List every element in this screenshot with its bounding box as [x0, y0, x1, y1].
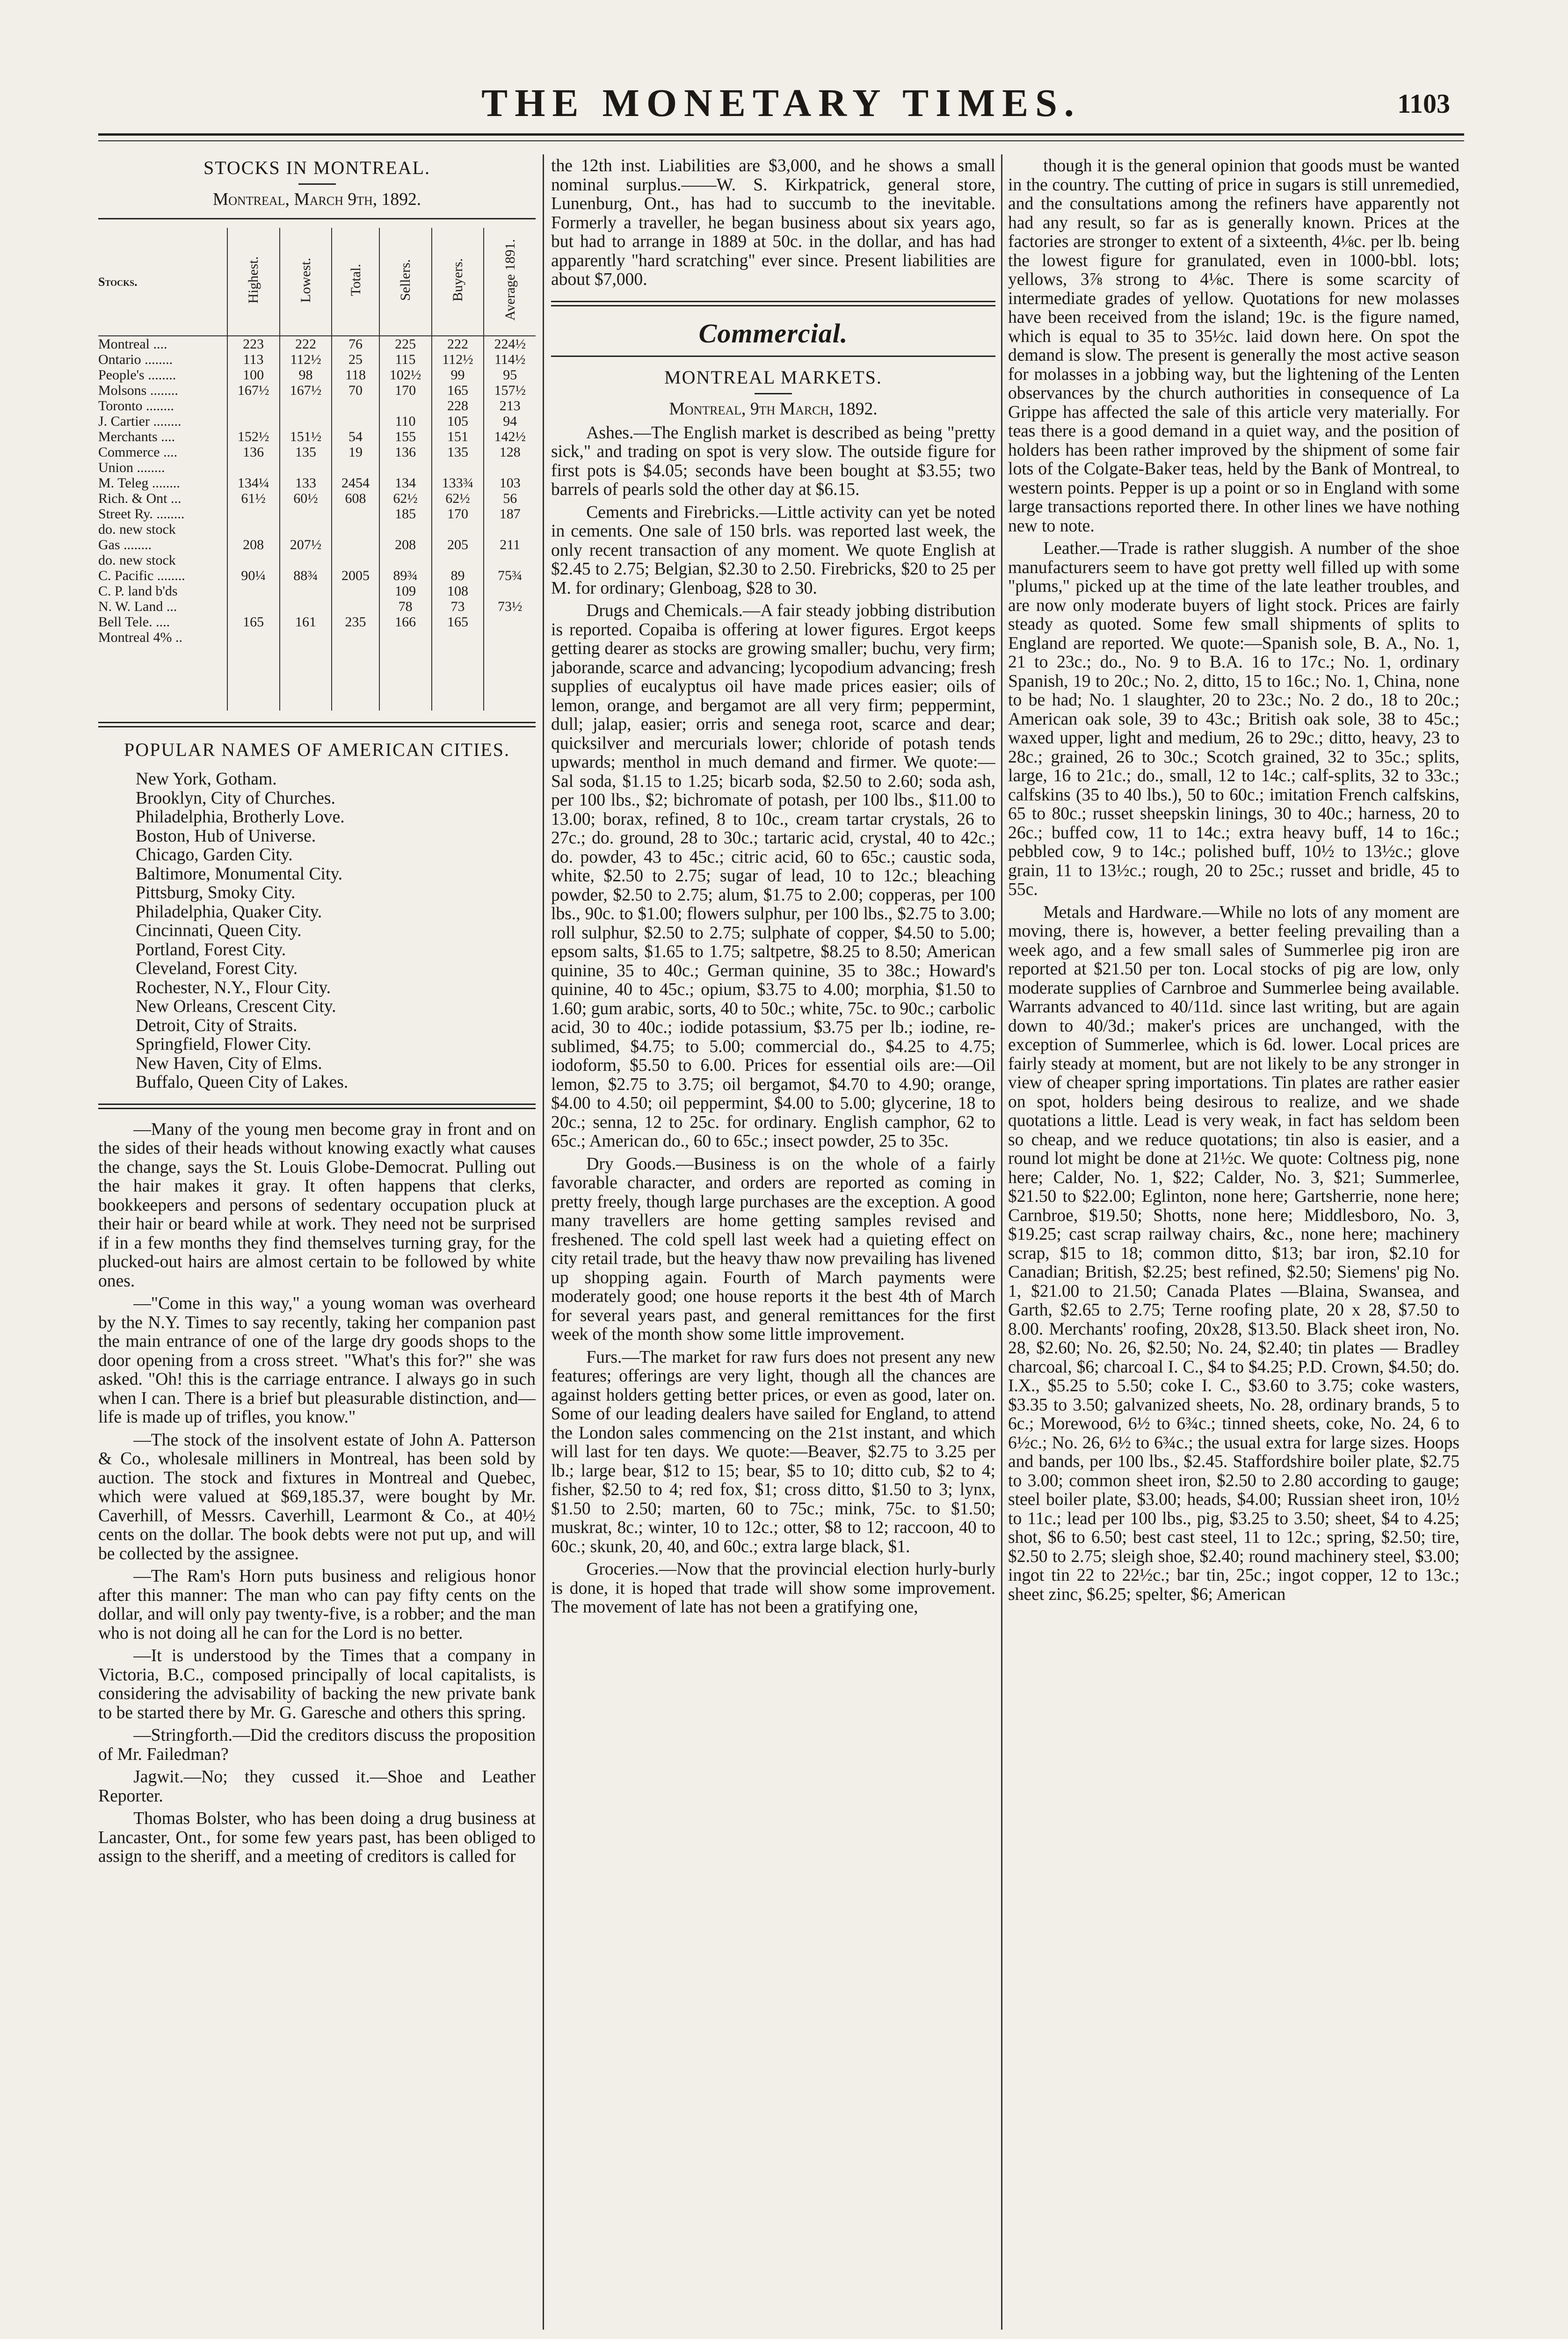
table-cell [379, 552, 432, 568]
table-cell: 135 [432, 444, 484, 460]
table-cell [484, 522, 536, 537]
table-cell: 90¼ [227, 568, 280, 583]
table-cell [227, 630, 280, 645]
table-cell: 105 [432, 414, 484, 429]
table-cell: 75¾ [484, 568, 536, 583]
table-cell: 98 [280, 367, 332, 383]
table-cell: 70 [332, 383, 379, 398]
table-cell: 2454 [332, 475, 379, 491]
table-cell: 89 [432, 568, 484, 583]
paragraph: Cements and Firebricks.—Little activity can yet be noted in cements. One sale of 150 brls. was reported last week, the only recent transaction of any moment. We quote English at $2.45 to 2.75; Belgian, $2.30 to 2.50. Firebricks, $20 to 25 per M. for ordinary; Glenboag, $28 to 30. [551, 502, 995, 598]
table-cell: Montreal 4% .. [98, 630, 182, 645]
table-cell: Gas ........ [98, 537, 152, 552]
paragraph: Drugs and Chemicals.—A fair steady jobbing distribution is reported. Copaiba is offering at lower figures. Ergot keeps getting dearer as stocks are growing smaller; buchu, very firm; jaborande, scarce and advancing; lycopodium advancing; fresh supplies of eucalyptus oil have made prices easier; oils of lemon, orange, and bergamot are all very firm; peppermint, dull; jalap, easier; orris and senega root, scarce and dear; quicksilver and mercurials lower; chloride of potash tends upwards; menthol in much demand and firmer. We quote:—Sal soda, $1.15 to 1.25; bicarb soda, $2.50 to 2.60; soda ash, per 100 lbs., $2; bichromate of potash, per 100 lbs., $11.00 to 13.00; borax, refined, 8 to 10c., cream tartar crystals, 26 to 27c.; do. ground, 28 to 30c.; tartaric acid, crystal, 40 to 42c.; do. powder, 43 to 45c.; citric acid, 60 to 65c.; caustic soda, white, $2.50 to 2.75; sugar of lead, 10 to 12c.; bleaching powder, $2.50 to 2.75; alum, $1.75 to 2.00; copperas, per 100 lbs., 90c. to $1.00; flowers sulphur, per 100 lbs., $2.75 to 3.00; roll sulphur, $2.50 to 2.75; sulphate of copper, $4.50 to 5.00; epsom salts, $1.65 to 1.75; saltpetre, $8.25 to 8.50; American quinine, 35 to 40c.; German quinine, 35 to 38c.; Howard's quinine, 40 to 45c.; opium, $3.75 to 4.00; morphia, $1.50 to 1.60; gum arabic, sorts, 40 to 50c.; white, 75c. to 90c.; carbolic acid, 30 to 40c.; iodide potassium, $3.75 per lb.; iodine, re-sublimed, $4.75; to 5.00; commercial do., $4.25 to 4.75; iodoform, $5.50 to 6.00. Prices for essential oils are:—Oil lemon, $2.75 to 3.75; oil bergamot, $4.70 to 4.90; orange, $4.00 to 4.50; oil peppermint, $4.00 to 5.00; glycerine, 18 to 20c.; senna, 12 to 25c. for ordinary. English camphor, 62 to 65c.; American do., 60 to 65c.; insect powder, 25 to 35c. [551, 601, 995, 1151]
table-cell: 95 [484, 367, 536, 383]
table-header-cell [227, 228, 280, 336]
table-row [98, 568, 536, 583]
table-cell [332, 506, 379, 522]
table-cell: 109 [379, 583, 432, 599]
short-rule [298, 183, 336, 185]
continued-paragraph: the 12th inst. Liabilities are $3,000, and he shows a small nominal surplus.——W. S. Kirkpatrick, general store, Lunenburg, Ont., has had to succumb to the inevitable. Formerly a traveller, he began business about six years ago, but had to arrange in 1889 at 50c. in the dollar, and has had apparently "hard scratching" ever since. Present liabilities are about $7,000. [551, 157, 995, 289]
table-cell: Merchants .... [98, 429, 175, 444]
commercial-heading: Commercial. [698, 318, 848, 349]
table-cell: 89¾ [379, 568, 432, 583]
table-cell [484, 614, 536, 630]
table-cell [332, 630, 379, 645]
rule [98, 218, 536, 219]
table-row [98, 352, 536, 367]
table-cell: 167½ [280, 383, 332, 398]
table-cell [332, 522, 379, 537]
table-cell: 112½ [432, 352, 484, 367]
table-cell: 608 [332, 491, 379, 506]
table-header-cell [332, 228, 379, 336]
table-cell [227, 552, 280, 568]
table-cell: 170 [432, 506, 484, 522]
column-2 [551, 157, 995, 2327]
table-cell: 108 [432, 583, 484, 599]
table-row [98, 537, 536, 552]
paragraph: Groceries.—Now that the provincial election hurly-burly is done, it is hoped that trade will show some improvement. The movement of late has not been a gratifying one, [551, 1560, 995, 1617]
table-cell-blank [227, 645, 280, 711]
table-cell: 134 [379, 475, 432, 491]
markets-title: MONTREAL MARKETS. [664, 366, 882, 388]
table-cell [227, 583, 280, 599]
list-item: Pittsburg, Smoky City. [136, 883, 296, 902]
table-cell-blank [98, 645, 227, 711]
table-row-blank [98, 645, 536, 711]
table-cell: Ontario ........ [98, 352, 173, 367]
list-item: Brooklyn, City of Churches. [136, 788, 335, 808]
table-cell [280, 414, 332, 429]
table-cell: 103 [484, 475, 536, 491]
list-item: Philadelphia, Brotherly Love. [136, 807, 345, 827]
paragraph: —Many of the young men become gray in front and on the sides of their heads without knowing exactly what causes the change, says the St. Louis Globe-Democrat. Pulling out the hair makes it gray. It often happens that clerks, bookkeepers and persons of sedentary occupation pluck at their hair or beard while at work. They need not be surprised if in a few months they find themselves turning gray, for the plucked-out hairs are almost certain to be followed by white ones. [98, 1119, 536, 1291]
paragraph: Jagwit.—No; they cussed it.—Shoe and Leather Reporter. [98, 1767, 536, 1806]
table-cell: 228 [432, 398, 484, 414]
table-cell: 135 [280, 444, 332, 460]
table-cell [227, 460, 280, 475]
rule [551, 356, 995, 357]
table-cell: 99 [432, 367, 484, 383]
table-cell: 225 [379, 336, 432, 352]
list-item: Baltimore, Monumental City. [136, 864, 343, 884]
short-rule [755, 393, 792, 394]
table-cell: Molsons ........ [98, 383, 178, 398]
table-header-cell [484, 228, 536, 336]
table-cell: 208 [227, 537, 280, 552]
list-item: Cleveland, Forest City. [136, 959, 298, 978]
table-cell [280, 398, 332, 414]
table-header-label: Total. [348, 264, 363, 296]
table-cell [432, 552, 484, 568]
cities-list [98, 770, 536, 1092]
table-cell [280, 522, 332, 537]
table-header-label: Sellers. [398, 259, 414, 301]
table-row [98, 614, 536, 630]
table-cell: 151½ [280, 429, 332, 444]
col2-paragraphs [551, 424, 995, 1617]
table-cell: 207½ [280, 537, 332, 552]
table-cell: 19 [332, 444, 379, 460]
table-cell: J. Cartier ........ [98, 414, 181, 429]
list-item: New York, Gotham. [136, 770, 277, 789]
markets-dateline: Montreal, 9th March, 1892. [669, 399, 878, 419]
table-row [98, 429, 536, 444]
masthead: THE MONETARY TIMES. [481, 81, 1081, 125]
table-cell: 222 [280, 336, 332, 352]
cities-title: POPULAR NAMES OF AMERICAN CITIES. [124, 739, 510, 760]
table-cell [332, 398, 379, 414]
table-cell: 102½ [379, 367, 432, 383]
table-cell: 100 [227, 367, 280, 383]
table-header-label: Buyers. [450, 258, 465, 302]
table-cell: 133¾ [432, 475, 484, 491]
column-1 [98, 157, 536, 2327]
cities-section [98, 739, 536, 1092]
list-item: Springfield, Flower City. [136, 1035, 312, 1054]
table-row [98, 506, 536, 522]
table-cell [379, 522, 432, 537]
list-item: Chicago, Garden City. [136, 845, 293, 864]
table-cell: 142½ [484, 429, 536, 444]
header-rule-top [98, 133, 1464, 136]
table-cell: do. new stock [98, 522, 176, 537]
table-cell: 170 [379, 383, 432, 398]
paragraph: —The Ram's Horn puts business and religious honor after this manner: The man who can pay fifty cents on the dollar, and will only pay twenty-five, is a robber; and the man who is not doing all he can for the Lord is no better. [98, 1567, 536, 1643]
table-cell: 155 [379, 429, 432, 444]
table-cell: 110 [379, 414, 432, 429]
table-cell: Toronto ........ [98, 398, 174, 414]
table-cell: 76 [332, 336, 379, 352]
table-cell: M. Teleg ........ [98, 475, 180, 491]
table-cell: 78 [379, 599, 432, 614]
table-cell: 134¼ [227, 475, 280, 491]
table-cell [280, 583, 332, 599]
stocks-dateline: Montreal, March 9th, 1892. [212, 190, 421, 209]
table-row [98, 552, 536, 568]
table-header-cell: Stocks. [98, 228, 227, 336]
double-rule [98, 722, 536, 727]
table-cell [332, 460, 379, 475]
table-cell [227, 506, 280, 522]
column-3 [1008, 157, 1459, 2327]
list-item: Buffalo, Queen City of Lakes. [136, 1073, 348, 1092]
table-cell: 60½ [280, 491, 332, 506]
paragraph: —The stock of the insolvent estate of John A. Patterson & Co., wholesale milliners in Montreal, has been sold by auction. The stock and fixtures in Montreal and Quebec, which were valued at $69,185.37, were bought by Mr. Caverhill, of Messrs. Caverhill, Learmont & Co., at 40½ cents on the dollar. The book debts were not put up, and will be collected by the assignee. [98, 1430, 536, 1563]
table-cell [227, 414, 280, 429]
paragraph: though it is the general opinion that goods must be wanted in the country. The cutting of price in sugars is still unremedied, and the consultations among the refiners have apparently not had any result, so far as is generally known. Prices at the factories are stronger to extent of a sixteenth, 4⅛c. per lb. being the lowest figure for granulated, even in 1000-bbl. lots; yellows, 3⅞ strong to 4⅛c. There is some scarcity of intermediate grades of yellow. Quotations for new molasses have been received from the island; 19c. is the figure named, which is equal to 35 to 35½c. laid down here. On spot the demand is slow. The present is generally the most active season for molasses in a jobbing way, but the lightening of the Lenten observances by the church authorities in consequence of La Grippe has affected the sale of this article very materially. For teas there is a good demand in a quiet way, and the position of holders has been rather improved by the shipment of some fair lots of the Colgate-Baker teas, held by the Bank of Montreal, to western points. Pepper is up a point or so in England with some large transactions reported there. In other lines we have nothing new to note. [1008, 157, 1459, 536]
table-cell: 112½ [280, 352, 332, 367]
table-row [98, 599, 536, 614]
list-item: Portland, Forest City. [136, 940, 286, 959]
page-number: 1103 [1397, 88, 1450, 119]
table-row [98, 444, 536, 460]
table-cell [432, 460, 484, 475]
table-cell: 25 [332, 352, 379, 367]
table-cell: Street Ry. ........ [98, 506, 185, 522]
table-cell: 166 [379, 614, 432, 630]
table-cell: 205 [432, 537, 484, 552]
table-cell [379, 460, 432, 475]
table-cell: 208 [379, 537, 432, 552]
paragraph: Thomas Bolster, who has been doing a drug business at Lancaster, Ont., for some few years past, has been obliged to assign to the sheriff, and a meeting of creditors is called for [98, 1809, 536, 1866]
table-cell [332, 537, 379, 552]
list-item: Cincinnati, Queen City. [136, 921, 302, 940]
table-row [98, 630, 536, 645]
table-cell: 157½ [484, 383, 536, 398]
table-row [98, 336, 536, 352]
paragraph: —"Come in this way," a young woman was overheard by the N.Y. Times to say recently, taking her companion past the main entrance of one of the large dry goods shops to the door opening from a cross street. "What's this for?" she was asked. "Oh! this is the carriage entrance. I always go in such when I can. There is a brief but pleasurable distinction, and—life is made up of trifles, you know." [98, 1294, 536, 1427]
table-cell: C. P. land b'ds [98, 583, 178, 599]
table-cell: 62½ [432, 491, 484, 506]
paragraph: Ashes.—The English market is described as being "pretty sick," and trading on spot is very slow. The outside figure for first pots is $4.05; seconds have been bought at $3.55; two barrels of pearls sold the other day at $6.15. [551, 423, 995, 499]
table-row [98, 475, 536, 491]
table-cell: Rich. & Ont ... [98, 491, 181, 506]
table-cell [332, 552, 379, 568]
table-row [98, 398, 536, 414]
table-cell: 88¾ [280, 568, 332, 583]
table-cell: 114½ [484, 352, 536, 367]
table-cell: 94 [484, 414, 536, 429]
table-cell: 118 [332, 367, 379, 383]
list-item: New Haven, City of Elms. [136, 1053, 322, 1073]
page-header [98, 75, 1464, 126]
stocks-title: STOCKS IN MONTREAL. [203, 157, 431, 178]
list-item: Philadelphia, Quaker City. [136, 902, 322, 922]
table-header-cell [379, 228, 432, 336]
table-cell [227, 522, 280, 537]
table-cell [280, 460, 332, 475]
double-rule [551, 301, 995, 306]
table-cell: 187 [484, 506, 536, 522]
paragraph: —Stringforth.—Did the creditors discuss the proposition of Mr. Failedman? [98, 1726, 536, 1764]
table-header-label: Highest. [246, 256, 261, 304]
table-cell [332, 599, 379, 614]
stocks-table [98, 228, 536, 711]
table-cell [432, 522, 484, 537]
table-cell [484, 552, 536, 568]
list-item: Detroit, City of Straits. [136, 1016, 298, 1035]
table-cell: 165 [432, 614, 484, 630]
table-cell: 222 [432, 336, 484, 352]
header-rule-bottom [98, 140, 1464, 141]
table-header-cell [432, 228, 484, 336]
table-cell [332, 414, 379, 429]
col3-paragraphs [1008, 157, 1459, 1604]
table-row [98, 414, 536, 429]
double-rule [98, 1104, 536, 1109]
paragraph: Furs.—The market for raw furs does not present any new features; offerings are very light, though all the chances are against holders getting better prices, or even as good, later on. Some of our leading dealers have sailed for England, to attend the London sales commencing on the 21st instant, and which will last for ten days. We quote:—Beaver, $2.75 to 3.25 per lb.; large bear, $12 to 15; bear, $5 to 10; ditto cub, $2 to 4; fisher, $2.50 to 4; red fox, $1; cross ditto, $1.50 to 3; lynx, $1.50 to 2.50; marten, 60 to 75c.; mink, 75c. to $1.50; muskrat, 8c.; winter, 10 to 12c.; otter, $8 to 12; raccoon, 40 to 60c.; skunk, 20, 40, and 60c.; extra large black, $1. [551, 1347, 995, 1556]
table-cell: 211 [484, 537, 536, 552]
list-item: Rochester, N.Y., Flour City. [136, 978, 331, 997]
table-cell: 224½ [484, 336, 536, 352]
table-cell [280, 630, 332, 645]
table-cell [484, 460, 536, 475]
col1-paragraphs [98, 1120, 536, 1867]
table-cell: 56 [484, 491, 536, 506]
paragraph: Metals and Hardware.—While no lots of any moment are moving, there is, however, a better feeling prevailing than a week ago, and a few small sales of Summerlee pig iron are reported at $21.50 per ton. Local stocks of pig are low, only moderate supplies of Carnbroe and Summerlee being available. Warrants advanced to 40/11d. since last writing, but are again down to 40/3d.; maker's prices are unchanged, with the exception of Summerlee, which is 6d. lower. Local prices are fairly steady at moment, but are not likely to be any stronger in view of cheaper spring importations. Tin plates are rather easier on spot, holders being desirous to realize, and we shade quotations a little. Lead is very weak, in fact has seldom been so cheap, and we reduce quotations; tin also is easier, and a round lot might be done at 21½c. We quote: Coltness pig, none here; Calder, No. 1, $22; Calder, No. 3, $21; Summerlee, $21.50 to $22.00; Eglinton, none here; Gartsherrie, none here; Carnbroe, $19.50; Shotts, none here; Middlesboro, No. 3, $19.25; cast scrap railway chairs, &c., none here; machinery scrap, $15 to 18; common ditto, $13; bar iron, $2.10 for Canadian; British, $2.25; best refined, $2.50; Siemens' pig No. 1, $21.00 to 21.50; Canada Plates —Blaina, Swansea, and Garth, $2.65 to 2.75; Terne roofing plate, 20 x 28, $7.50 to 8.00. Merchants' roofing, 20x28, $13.50. Black sheet iron, No. 28, $2.60; No. 26, $2.50; No. 24, $2.40; tin plates — Bradley charcoal, $6; charcoal I. C., $4 to $4.25; P.D. Crown, $4.50; do. I.X., $5.25 to 5.50; coke I. C., $3.60 to 3.75; coke wasters, $3.35 to 3.50; galvanized sheets, No. 28, ordinary brands, 5 to 6c.; Morewood, 6½ to 6¾c.; tinned sheets, coke, No. 24, 6 to 6½c.; No. 26, 6½ to 6¾c.; the usual extra for large sizes. Hoops and bands, per 100 lbs., $2.45. Staffordshire boiler plate, $2.75 to 3.00; common sheet iron, $2.50 to 2.80 according to gauge; steel boiler plate, $3.00; heads, $4.00; Russian sheet iron, 10½ to 11c.; lead per 100 lbs., pig, $3.25 to 3.50; sheet, $4 to 4.25; shot, $6 to 6.50; best cast steel, 11 to 12c.; spring, $2.50; tire, $2.50 to 2.75; sleigh shoe, $2.40; round machinery steel, $3.00; ingot tin 22 to 22½c.; bar tin, 25c.; ingot copper, 12 to 13c.; sheet zinc, $6.25; spelter, $6; American [1008, 902, 1459, 1604]
list-item: Boston, Hub of Universe. [136, 826, 316, 846]
paragraph: Leather.—Trade is rather sluggish. A number of the shoe manufacturers seem to have got pretty well filled up with some "plums," picked up at the time of the late leather troubles, and are now only moderate buyers of light stock. Prices are fairly steady as quoted. Some few small shipments of splits to England are reported. We quote:—Spanish sole, B. A., No. 1, 21 to 23c.; do., No. 9 to B.A. 16 to 17c.; No. 1, ordinary Spanish, 19 to 20c.; No. 2, ditto, 15 to 16c.; No. 1, China, none to be had; No. 1 slaughter, 20 to 23c.; No. 2 do., 18 to 20c.; American oak sole, 39 to 43c.; British oak sole, 38 to 45c.; waxed upper, light and medium, 26 to 29c.; ditto, heavy, 23 to 28c.; grained, 26 to 30c.; Scotch grained, 32 to 35c.; splits, large, 16 to 21c.; do., small, 12 to 14c.; calf-splits, 32 to 33c.; calfskins (35 to 40 lbs.), 50 to 60c.; imitation French calfskins, 65 to 80c.; russet sheepskin linings, 30 to 40c.; harness, 20 to 26c.; buffed cow, 11 to 14c.; extra heavy buff, 14 to 16c.; pebbled cow, 9 to 14c.; polished buff, 10½ to 13½c.; glove grain, 11 to 13½c.; rough, 20 to 25c.; russet and bridle, 45 to 55c. [1008, 539, 1459, 899]
table-row [98, 522, 536, 537]
table-cell-blank [280, 645, 332, 711]
table-cell [432, 630, 484, 645]
table-row [98, 583, 536, 599]
table-cell [484, 583, 536, 599]
table-cell-blank [484, 645, 536, 711]
table-cell: 165 [227, 614, 280, 630]
table-row [98, 460, 536, 475]
table-cell: 128 [484, 444, 536, 460]
table-cell: 161 [280, 614, 332, 630]
table-cell: 113 [227, 352, 280, 367]
table-cell-blank [332, 645, 379, 711]
paragraph: Dry Goods.—Business is on the whole of a fairly favorable character, and orders are reported as coming in pretty freely, though large purchases are the exception. A good many travellers are home getting samples revised and freshened. The cold spell last week had a quieting effect on city retail trade, but the heavy thaw now prevailing has livened up shopping again. Fourth of March payments were moderately good; one house reports it the best 4th of March for several years past, and general remittances for the first week of the month show some little improvement. [551, 1154, 995, 1344]
table-cell: C. Pacific ........ [98, 568, 185, 583]
table-cell: 133 [280, 475, 332, 491]
paragraph: —It is understood by the Times that a company in Victoria, B.C., composed principally of local capitalists, is considering the advisability of backing the new private bank to be started there by Mr. G. Garesche and others this spring. [98, 1646, 536, 1722]
table-cell: Commerce .... [98, 444, 178, 460]
table-header-label: Average 1891. [502, 239, 518, 321]
table-cell: Montreal .... [98, 336, 167, 352]
table-cell [280, 599, 332, 614]
stocks-section [98, 157, 536, 711]
table-cell [332, 583, 379, 599]
table-cell: Bell Tele. .... [98, 614, 170, 630]
table-header-label: Lowest. [298, 257, 314, 303]
table-cell: 235 [332, 614, 379, 630]
table-cell-blank [432, 645, 484, 711]
table-cell [379, 398, 432, 414]
table-header-cell [280, 228, 332, 336]
column-divider-2 [1001, 154, 1002, 2330]
column-divider-1 [543, 154, 544, 2330]
table-cell: 62½ [379, 491, 432, 506]
table-cell: 152½ [227, 429, 280, 444]
list-item: New Orleans, Crescent City. [136, 997, 336, 1016]
table-row [98, 367, 536, 383]
table-cell: 167½ [227, 383, 280, 398]
table-cell [280, 506, 332, 522]
table-cell: 2005 [332, 568, 379, 583]
table-cell: 151 [432, 429, 484, 444]
table-cell [280, 552, 332, 568]
table-cell-blank [379, 645, 432, 711]
table-cell [379, 630, 432, 645]
table-cell: 136 [379, 444, 432, 460]
table-cell [227, 398, 280, 414]
table-cell: do. new stock [98, 552, 176, 568]
table-cell: 54 [332, 429, 379, 444]
table-cell: 73½ [484, 599, 536, 614]
table-cell: 115 [379, 352, 432, 367]
table-cell: 136 [227, 444, 280, 460]
table-row [98, 491, 536, 506]
table-row [98, 383, 536, 398]
table-cell: 223 [227, 336, 280, 352]
table-cell: 73 [432, 599, 484, 614]
table-cell: 185 [379, 506, 432, 522]
table-cell: 165 [432, 383, 484, 398]
table-cell: 61½ [227, 491, 280, 506]
table-cell [484, 630, 536, 645]
table-cell: 213 [484, 398, 536, 414]
table-cell: N. W. Land ... [98, 599, 177, 614]
table-cell: Union ........ [98, 460, 165, 475]
table-cell [227, 599, 280, 614]
table-cell: People's ........ [98, 367, 176, 383]
